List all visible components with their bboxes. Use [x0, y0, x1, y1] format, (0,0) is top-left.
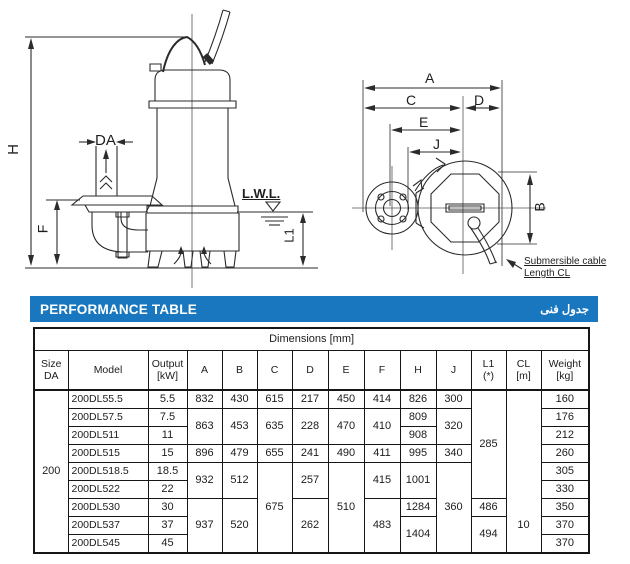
column-header-F: [364, 351, 400, 391]
cell-B: 520: [222, 499, 257, 554]
performance-table-wrap: [33, 327, 590, 554]
titlebar-title-arabic: جدول فنی: [540, 304, 589, 316]
column-header-text: DA: [43, 370, 59, 382]
cable-note-line2: Length CL: [524, 268, 571, 279]
cell-weight: 160: [541, 390, 589, 409]
dimensions-group-header: Dimensions [mm]: [34, 328, 589, 351]
cell-C: 675: [257, 463, 292, 554]
cell-E: 510: [328, 463, 364, 554]
column-header-text: Size: [41, 357, 62, 370]
column-header-text: B: [235, 363, 243, 376]
cell-F: 483: [364, 499, 400, 554]
cell-model: 200DL55.5: [68, 390, 148, 409]
cell-model: 200DL511: [68, 427, 148, 445]
column-header-text: (*): [482, 370, 495, 382]
cell-D: 262: [292, 499, 328, 554]
column-header-text: J: [450, 363, 457, 376]
cell-model: 200DL530: [68, 499, 148, 517]
cell-output: 30: [148, 499, 187, 517]
table-row: [34, 390, 589, 409]
cell-weight: 176: [541, 409, 589, 427]
column-header-text: [kg]: [556, 370, 574, 382]
cable-note-line1: Submersible cable: [524, 256, 607, 267]
cell-H: 1001: [400, 463, 436, 499]
cell-A: 932: [187, 463, 222, 499]
cell-L1: 486: [471, 499, 506, 517]
cell-B: 479: [222, 445, 257, 463]
cell-output: 45: [148, 535, 187, 554]
column-header-text: [kW]: [157, 370, 178, 382]
cell-model: 200DL515: [68, 445, 148, 463]
cell-CL: 10: [506, 390, 541, 553]
column-header-weight: [541, 351, 589, 391]
water-level-label: L.W.L.: [242, 186, 281, 201]
cell-F: 415: [364, 463, 400, 499]
column-header-text: CL: [516, 357, 531, 370]
cell-L1: 494: [471, 517, 506, 554]
cell-H: 826: [400, 390, 436, 409]
cell-A: 896: [187, 445, 222, 463]
cell-B: 453: [222, 409, 257, 445]
column-header-size: [34, 351, 68, 391]
column-header-text: E: [342, 363, 350, 376]
cell-weight: 212: [541, 427, 589, 445]
cell-model: 200DL537: [68, 517, 148, 535]
dim-label-L1: L1: [281, 228, 297, 243]
cell-J: 320: [436, 409, 471, 445]
cell-F: 411: [364, 445, 400, 463]
cell-model: 200DL518.5: [68, 463, 148, 481]
column-header-output: [148, 351, 187, 391]
cell-output: 22: [148, 481, 187, 499]
cell-H: 995: [400, 445, 436, 463]
column-header-text: H: [414, 363, 422, 376]
column-header-D: [292, 351, 328, 391]
column-header-E: [328, 351, 364, 391]
cell-A: 937: [187, 499, 222, 554]
dim-label-J: J: [433, 136, 440, 152]
cell-E: 490: [328, 445, 364, 463]
cell-output: 37: [148, 517, 187, 535]
cell-E: 450: [328, 390, 364, 409]
cell-weight: 370: [541, 535, 589, 554]
cell-J: 300: [436, 390, 471, 409]
cell-weight: 330: [541, 481, 589, 499]
column-header-model: [68, 351, 148, 391]
dim-label-H: H: [4, 144, 22, 155]
cell-J: 340: [436, 445, 471, 463]
column-header-H: [400, 351, 436, 391]
cell-weight: 305: [541, 463, 589, 481]
cell-weight: 350: [541, 499, 589, 517]
cell-D: 217: [292, 390, 328, 409]
cell-size: 200: [34, 390, 68, 553]
column-header-text: Weight: [548, 357, 582, 370]
column-header-CL: [506, 351, 541, 391]
column-header-text: L1: [482, 357, 495, 370]
cell-F: 410: [364, 409, 400, 445]
column-header-text: Model: [93, 363, 123, 376]
column-header-text: F: [378, 363, 386, 376]
column-header-text: A: [200, 363, 208, 376]
column-header-A: [187, 351, 222, 391]
cell-H: 1404: [400, 517, 436, 554]
column-header-C: [257, 351, 292, 391]
cell-C: 655: [257, 445, 292, 463]
column-header-text: C: [270, 363, 279, 376]
column-header-text: Output: [151, 357, 184, 370]
performance-table: [33, 327, 590, 554]
cell-C: 615: [257, 390, 292, 409]
cell-B: 512: [222, 463, 257, 499]
cell-J: 360: [436, 463, 471, 554]
cell-D: 241: [292, 445, 328, 463]
cell-E: 470: [328, 409, 364, 445]
column-header-B: [222, 351, 257, 391]
cell-C: 635: [257, 409, 292, 445]
dim-label-A: A: [425, 70, 435, 86]
cell-D: 257: [292, 463, 328, 499]
cell-model: 200DL545: [68, 535, 148, 554]
cell-output: 7.5: [148, 409, 187, 427]
cell-A: 832: [187, 390, 222, 409]
column-header-L1: [471, 351, 506, 391]
cell-H: 809: [400, 409, 436, 427]
cell-output: 15: [148, 445, 187, 463]
cell-model: 200DL57.5: [68, 409, 148, 427]
cell-weight: 260: [541, 445, 589, 463]
cell-output: 18.5: [148, 463, 187, 481]
column-header-text: D: [306, 363, 314, 376]
performance-table-titlebar: [30, 296, 598, 322]
cell-A: 863: [187, 409, 222, 445]
column-header-J: [436, 351, 471, 391]
dim-label-D: D: [474, 92, 485, 108]
cell-output: 11: [148, 427, 187, 445]
column-header-text: [m]: [516, 370, 531, 382]
cell-L1: 285: [471, 390, 506, 499]
dim-label-DA: DA: [95, 132, 116, 149]
dim-label-C: C: [406, 92, 417, 108]
cell-D: 228: [292, 409, 328, 445]
cell-H: 908: [400, 427, 436, 445]
cell-H: 1284: [400, 499, 436, 517]
dim-label-E: E: [419, 114, 429, 130]
dim-label-F: F: [34, 224, 51, 234]
cell-weight: 370: [541, 517, 589, 535]
table-row: [34, 499, 589, 517]
cell-output: 5.5: [148, 390, 187, 409]
cell-F: 414: [364, 390, 400, 409]
cell-model: 200DL522: [68, 481, 148, 499]
cell-B: 430: [222, 390, 257, 409]
titlebar-title: PERFORMANCE TABLE: [40, 301, 197, 317]
dim-label-B: B: [531, 202, 548, 212]
